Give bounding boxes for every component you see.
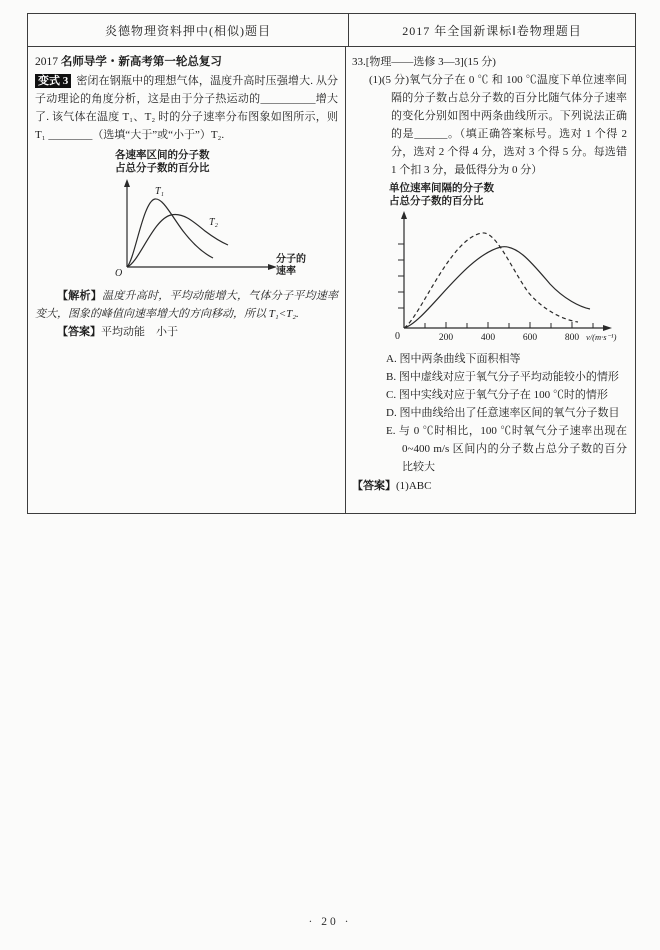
option-c-key: C. [386,389,397,401]
content-table [27,13,636,514]
question-title-line [352,53,627,71]
problem-text-2: 增大了. 该气体在温度 T₁、T₂ 时的分子速率分布图象如图所示，则 T₁ [35,93,338,141]
answer-paragraph-left [35,323,338,341]
problem-text-1: 密闭在钢瓶中的理想气体，温度升高时压强增大. 从分子动理论的角度分析，这是由于分子热运动的 [35,75,338,105]
question-part1-paragraph: (1)(5 分)氧气分子在 0 ℃ 和 100 ℃温度下单位速率间隔的分子数占总分子数的百分比随气体分子速率的变化分别如图中两条曲线所示。下列说法正确的是______。（填正确答案标号。选对 1 个得 2 分，选对 2 个得 4 分，选对 3 个得 5 分。每选错 1 个扣 3 分，最低得分为 0 分） [369,74,627,176]
y-axis-arrow [124,179,130,187]
page-number: · 20 · [308,916,352,928]
x-tick-label-600: 600 [522,333,538,343]
origin-label: 0 [395,331,400,342]
option-b [386,368,627,386]
curve-t2-label: T₂ [209,217,219,228]
x-tick-label-200: 200 [438,333,454,343]
answer-paragraph-right [352,477,627,495]
option-b-text: 图中虚线对应于氧气分子平均动能较小的情形 [398,371,619,383]
problem-paragraph [35,72,338,144]
question-title: [物理——选修 3—3](15 分) [365,56,496,68]
option-d-key: D. [386,407,397,419]
x-axis-label: v/(m·s⁻¹) [586,332,617,342]
curve-t1-label: T₁ [155,186,165,197]
option-list [386,350,627,476]
option-a-text: 图中两条曲线下面积相等 [399,353,521,365]
origin-label: O [115,268,123,279]
series-title-line [35,53,338,71]
analysis-label: 【解析】 [57,290,102,302]
option-e [386,422,627,476]
x-axis-arrow [603,325,612,331]
analysis-paragraph [35,287,338,323]
x-axis-label-line1: 分子的 [276,254,306,265]
problem-text-3: （选填“大于”或“小于”）T₂. [92,129,225,141]
option-a-key: A. [386,353,397,365]
series-year: 2017 [35,56,61,68]
answer-text-right: (1)ABC [396,480,432,492]
answer-label-right: 【答案】 [352,480,396,492]
answer-label-left: 【答案】 [57,326,101,338]
dashed-curve [404,233,578,328]
option-d-text: 图中曲线给出了任意速率区间的氧气分子数目 [399,407,620,419]
option-d [386,404,627,422]
header-cell-left: 炎德物理资料押中(相似)题目 [28,14,349,46]
left-figure-plot [97,175,312,279]
option-b-key: B. [386,371,397,383]
table-body-row [28,47,635,513]
question-number: 33. [352,56,366,68]
header-cell-right: 2017 年全国新课标Ⅰ卷物理题目 [402,23,582,38]
x-tick-label-800: 800 [564,333,580,343]
series-title: 名师导学・新高考第一轮总复习 [60,56,222,68]
speed-distribution-figure-right [382,182,627,348]
x-tick-label-400: 400 [480,333,496,343]
right-column [346,47,635,513]
curve-t1 [127,199,213,267]
fill-in-blank-2: ________ [48,129,93,141]
left-figure-ylabel-line2: 占总分子数的百分比 [115,163,210,174]
option-c-text: 图中实线对应于氧气分子在 100 ℃时的情形 [398,389,608,401]
right-figure-plot [382,208,627,343]
left-figure-ylabel-line1: 各速率区间的分子数 [115,150,210,161]
option-c [386,386,627,404]
right-figure-ylabel-line2: 占总分子数的百分比 [389,196,484,207]
option-a [386,350,627,368]
speed-distribution-figure-left [97,149,312,284]
answer-text-left: 平均动能 小于 [101,326,178,338]
variant-badge: 变式 3 [35,74,71,88]
option-e-key: E. [386,425,396,437]
right-figure-ylabel-line1: 单位速率间隔的分子数 [389,183,494,194]
fill-in-blank-1: __________ [260,93,316,105]
analysis-text: 温度升高时，平均动能增大，气体分子平均速率变大，图象的峰值向速率增大的方向移动，所以 T₁<T₂. [35,290,338,320]
table-header-row [28,14,635,47]
option-e-text: 与 0 ℃时相比，100 ℃时氧气分子速率出现在 0~400 m/s 区间内的分子数占总分子数的百分比较大 [398,425,628,473]
y-axis-arrow [401,211,407,219]
x-axis-label-line2: 速率 [276,266,296,277]
left-column [28,47,346,513]
